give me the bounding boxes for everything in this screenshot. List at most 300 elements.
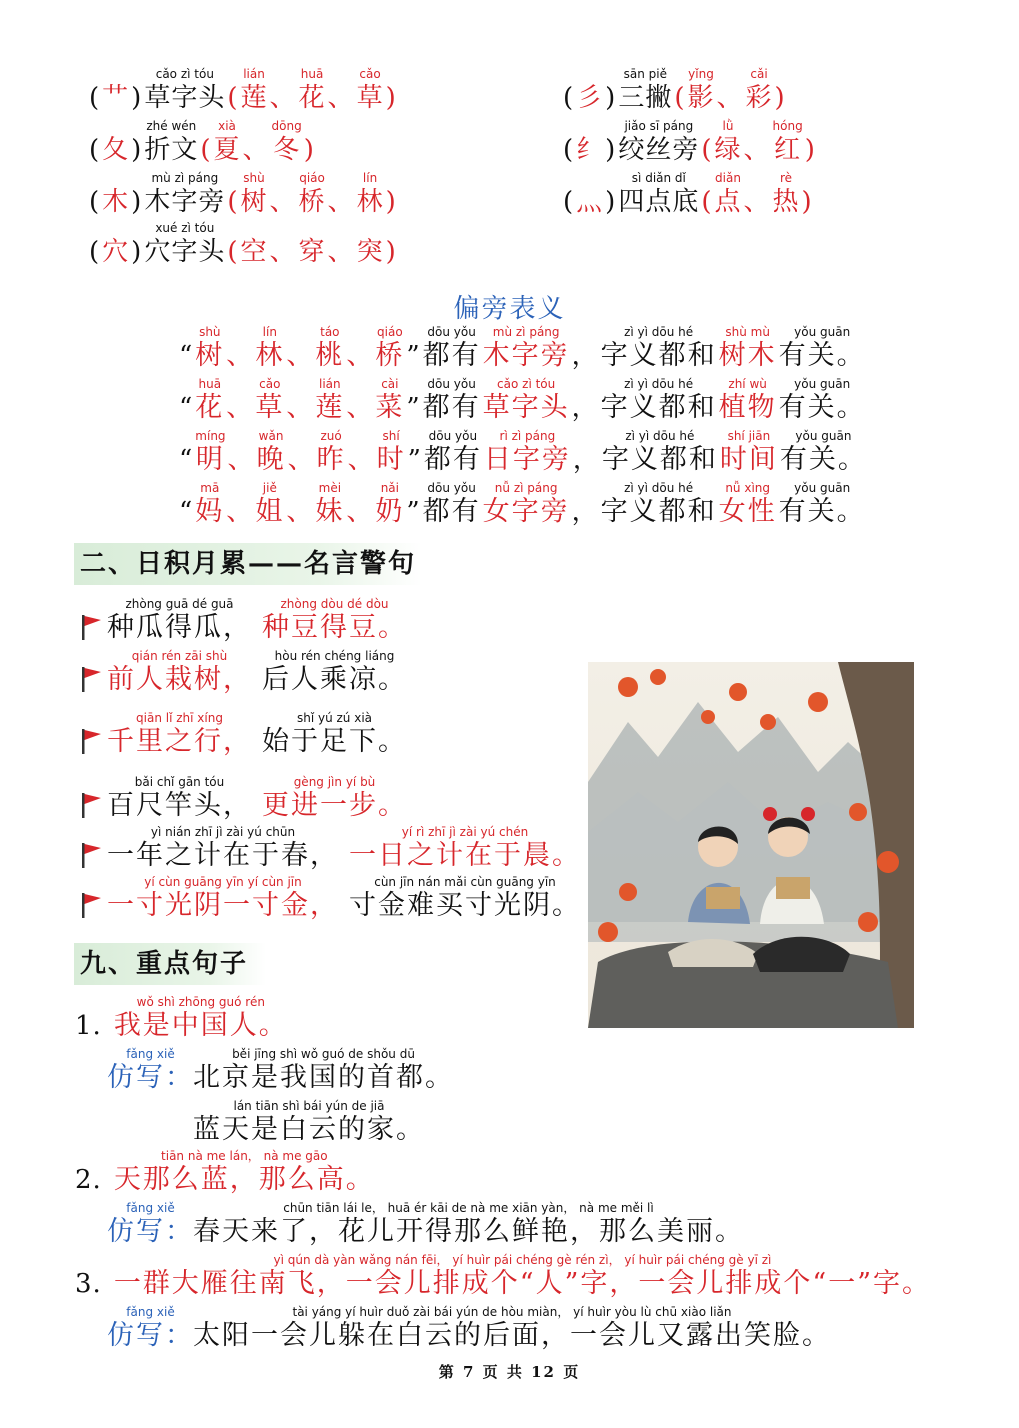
radical-name-pinyin: cǎo zì tóu [155,67,214,81]
proverb-first-half [107,824,339,872]
red-flag-icon [80,666,102,692]
meaning-radical-pinyin: nǚ zì páng [494,481,558,495]
paren-close [386,66,397,114]
imitation-label-row [106,1200,195,1248]
imitation-sentence-row [192,1304,832,1352]
example-char [715,170,742,218]
meaning-char-pinyin: mèi [318,481,342,495]
key-sentence [114,1148,375,1196]
meaning-part1-text: 都有 [422,392,481,423]
paren-open [674,66,685,114]
radical-name-text: 木字旁 [144,187,226,217]
quote-close [406,480,420,528]
separator-text: 、 [286,393,314,423]
imitation-sentence-text: 太阳一会儿躲在白云的后面，一会儿又露出笑脸。 [193,1320,831,1351]
paren-open-text: ( [701,135,713,165]
proverb-second-half-pinyin: shǐ yú zú xià [296,711,373,725]
proverb-second-half-text: 寸金难买寸光阴。 [349,890,581,921]
meaning-char-text: 桃 [315,340,345,371]
separator [226,480,253,528]
imitation-sentence-row [192,1098,426,1146]
radical-row [562,118,817,166]
separator-text: 、 [226,341,254,371]
imitation-label-row [106,1046,195,1094]
radical-row [562,170,814,218]
quote-open-text: “ [179,445,194,475]
paren-close-text: ) [385,237,397,267]
proverb-first-half-pinyin: yì nián zhī jì zài yú chūn [150,825,296,839]
meaning-radical [483,480,570,528]
quote-open [179,376,193,424]
paren-open [701,118,712,166]
key-sentence [114,1252,931,1300]
meaning-key-pinyin: shù mù [725,325,770,339]
imitation-sentence-pinyin: chūn tiān lái le， huā ér kāi de nà me xiān yàn， nà me měi lì [283,1201,654,1215]
paren-close-text: ) [605,83,617,113]
meaning-radical [483,324,570,372]
paren-close-text: ) [131,83,143,113]
separator [346,376,373,424]
example-char-text: 莲 [240,83,268,113]
paren-close-text: ) [385,83,397,113]
paren-open-text: ( [227,237,239,267]
quote-open-text: “ [179,497,194,527]
imitation-label-pinyin: fǎng xiě [126,1201,175,1215]
example-char [357,170,384,218]
meaning-key [719,376,777,424]
example-char [357,220,384,268]
meaning-part1-pinyin: dōu yǒu [427,325,476,339]
radical-row [88,170,398,218]
proverb-first-half-text: 千里之行， [107,726,252,757]
meaning-char [317,428,346,476]
radical-mark [576,170,603,218]
meaning-char-text: 姐 [255,496,285,527]
proverb-first-half-pinyin: qián rén zāi shù [131,649,228,663]
paren-close-text: ) [131,237,143,267]
paren-open-text: ( [227,83,239,113]
quote-close-text: ” [406,393,421,423]
radical-name-pinyin: mù zì páng [151,171,219,185]
paren-close [605,170,616,218]
meaning-key-text: 女性 [718,496,777,527]
radical-name [144,118,198,166]
comma-text: ， [571,497,599,527]
radical-name-pinyin: jiǎo sī páng [624,119,694,133]
separator-text: 、 [269,83,297,113]
paren-open-text: ( [563,135,575,165]
example-char [299,220,326,268]
meaning-part2-text: 字义都和 [600,340,717,371]
meaning-char-pinyin: zuó [320,429,342,443]
section9-title: 九、重点句子 [74,943,266,985]
separator-text: 、 [269,237,297,267]
imitation-sentence-text: 春天来了，花儿开得那么鲜艳，那么美丽。 [193,1216,744,1247]
paren-close [775,66,786,114]
radical-name [144,66,225,114]
meaning-char [315,376,344,424]
example-char-text: 林 [356,187,384,217]
meaning-radical-pinyin: rì zì páng [499,429,556,443]
proverb-second-half-pinyin: zhòng dòu dé dòu [280,597,389,611]
key-sentence-text: 一群大雁往南飞，一会儿排成个“人”字，一会儿排成个“一”字。 [113,1268,932,1299]
example-char-pinyin: dōng [271,119,302,133]
example-char-pinyin: lín [362,171,378,185]
separator-text: 、 [347,445,375,475]
proverb-first-half-text: 前人栽树， [107,664,252,695]
meaning-end-text: 有关。 [778,496,866,527]
red-flag-icon [80,892,102,918]
comma [572,376,599,424]
separator-text: 、 [327,237,355,267]
separator-text: 、 [226,393,254,423]
radical-name [144,170,225,218]
imitation-label-pinyin: fǎng xiě [126,1047,175,1061]
meaning-part2-text: 字义都和 [600,392,717,423]
meaning-end [779,376,866,424]
proverb-first-half [107,874,339,922]
separator-text: 、 [346,393,374,423]
key-sentence-pinyin: wǒ shì zhōng guó rén [136,995,265,1009]
radical-name-text: 草字头 [144,83,226,113]
quote-close-text: ” [407,445,422,475]
meaning-char [315,324,344,372]
meaning-key [720,428,778,476]
meaning-end-pinyin: yǒu guān [794,377,851,391]
imitation-sentence-text: 蓝天是白云的家。 [193,1114,425,1145]
proverb-first-half [107,774,252,822]
sentence-number [75,1148,102,1196]
quote-close [408,428,422,476]
paren-open-text: ( [89,237,101,267]
meaning-key-pinyin: shí jiān [727,429,771,443]
paren-open [563,118,574,166]
paren-close [605,118,616,166]
paren-close [131,118,142,166]
comma [572,480,599,528]
imitation-label-row [106,1304,195,1352]
meaning-part1 [423,324,481,372]
meaning-char [255,324,284,372]
meaning-char-text: 林 [255,340,285,371]
paren-open [227,170,238,218]
paren-open [89,66,100,114]
meaning-row [178,428,868,476]
proverb-second-half [262,596,407,644]
meaning-char-pinyin: táo [320,325,340,339]
paren-open [563,66,574,114]
example-char [241,220,268,268]
proverb-first-half-pinyin: zhòng guā dé guā [125,597,234,611]
paren-close [304,118,315,166]
proverb-row [106,874,582,922]
example-char-text: 彩 [745,83,773,113]
paren-close-text: ) [801,187,813,217]
radical-mark [102,220,129,268]
paren-open-text: ( [674,83,686,113]
separator [744,118,771,166]
separator [286,324,313,372]
radical-mark [576,118,603,166]
proverb-second-half-pinyin: hòu rén chéng liáng [274,649,395,663]
radical-name-text: 穴字头 [144,237,226,267]
example-char-pinyin: lián [243,67,265,81]
example-char [688,66,715,114]
imitation-sentence-row [192,1046,455,1094]
separator [346,480,373,528]
separator-text: 、 [346,341,374,371]
meaning-part1-text: 都有 [422,496,481,527]
paren-close-text: ) [605,187,617,217]
quote-open-text: “ [179,393,194,423]
imitation-sentence-row [192,1200,745,1248]
proverb-second-half [262,774,407,822]
sentence-row [74,994,289,1042]
meaning-key-text: 时间 [719,444,778,475]
proverb-second-half-pinyin: cùn jīn nán mǎi cùn guāng yīn [374,875,556,889]
meaning-row [178,324,867,372]
meaning-end [780,428,867,476]
meaning-radical-text: 草字头 [482,392,570,423]
imitation-sentence [193,1098,425,1146]
proverb-first-half [107,648,252,696]
example-char-text: 点 [714,187,742,217]
example-char-pinyin: qiáo [299,171,325,185]
example-char [773,118,803,166]
separator [286,480,313,528]
separator [288,428,315,476]
example-char [773,170,800,218]
radical-mark-text: 灬 [576,187,604,217]
meaning-char [375,376,404,424]
imitation-sentence-pinyin: lán tiān shì bái yún de jiā [233,1099,385,1113]
separator [270,66,297,114]
separator-text: 、 [743,187,771,217]
paren-open [89,220,100,268]
meaning-part2-pinyin: zì yì dōu hé [624,481,694,495]
meaning-end-text: 有关。 [778,340,866,371]
meaning-part2 [601,324,717,372]
red-flag-icon [80,728,102,754]
comma [573,428,600,476]
meaning-row [178,376,867,424]
radical-name-text: 四点底 [618,187,700,217]
meaning-char-pinyin: qiáo [377,325,403,339]
example-char [299,66,326,114]
meaning-char [255,376,284,424]
meaning-radical-text: 女字旁 [482,496,570,527]
meaning-end-text: 有关。 [779,444,867,475]
proverb-row [106,648,408,696]
meaning-radical-text: 日字旁 [483,444,571,475]
separator-text: 、 [716,83,744,113]
proverb-first-half-text: 种瓜得瓜， [107,612,252,643]
example-char-pinyin: diǎn [715,171,741,185]
sentence-number-text: 1. [75,1011,102,1041]
separator [286,376,313,424]
radical-row [88,66,398,114]
quote-close-text: ” [406,497,421,527]
paren-close [605,66,616,114]
meaning-key [719,480,777,528]
proverb-second-half-text: 后人乘凉。 [262,664,407,695]
proverb-second-half-pinyin: yí rì zhī jì zài yú chén [401,825,529,839]
meaning-end-pinyin: yǒu guān [794,325,851,339]
meaning-part1-text: 都有 [423,444,482,475]
example-char-pinyin: yǐng [688,67,714,81]
paren-close-text: ) [131,187,143,217]
meaning-char-pinyin: míng [195,429,226,443]
proverb-second-half [349,874,581,922]
meaning-char [257,428,286,476]
meaning-part2-text: 字义都和 [600,496,717,527]
example-char-pinyin: huā [300,67,324,81]
paren-open [563,170,574,218]
meaning-char-pinyin: cǎo [259,377,281,391]
radical-row [88,118,316,166]
key-sentence-pinyin: yì qún dà yàn wǎng nán fēi， yí huìr pái chéng gè rén zì， yí huìr pái chéng gè yī zì [273,1253,772,1267]
proverb-first-half-pinyin: yí cùn guāng yīn yí cùn jīn [144,875,302,889]
radical-name-text: 折文 [144,135,199,165]
section2-title: 二、日积月累——名言警句 [74,543,422,585]
proverb-second-half-text: 种豆得豆。 [262,612,407,643]
example-char-text: 穿 [298,237,326,267]
paren-open-text: ( [701,187,713,217]
meaning-char-text: 花 [195,392,225,423]
radical-row [88,220,398,268]
separator-text: 、 [346,497,374,527]
proverb-first-half-text: 一年之计在于春， [107,840,339,871]
separator [226,324,253,372]
meaning-char [375,480,404,528]
quote-close [406,324,420,372]
sentence-number [75,1252,102,1300]
meaning-char-text: 妹 [315,496,345,527]
proverb-row [106,824,582,872]
example-char-text: 热 [772,187,800,217]
separator [243,118,270,166]
proverb-second-half [262,648,407,696]
meaning-char-pinyin: lín [262,325,277,339]
paren-close [802,170,813,218]
example-char [272,118,302,166]
paren-open [89,118,100,166]
meaning-char-text: 明 [195,444,225,475]
meaning-char-pinyin: cài [381,377,399,391]
meaning-part2-text: 字义都和 [601,444,718,475]
example-char [357,66,384,114]
example-char-text: 空 [240,237,268,267]
proverb-first-half-text: 百尺竿头， [107,790,252,821]
paren-close-text: ) [131,135,143,165]
example-char-text: 桥 [298,187,326,217]
imitation-sentence [193,1200,744,1248]
meaning-char-pinyin: mā [200,481,220,495]
example-char-pinyin: lǜ [722,119,734,133]
paren-open [701,170,712,218]
separator-text: 、 [226,497,254,527]
separator-text: 、 [287,445,315,475]
meaning-char-pinyin: nǎi [380,481,399,495]
meaning-end-text: 有关。 [778,392,866,423]
example-char-text: 冬 [273,135,301,165]
separator [348,428,375,476]
example-char [241,170,268,218]
red-flag-icon [80,614,102,640]
separator [346,324,373,372]
separator [717,66,744,114]
example-char [746,66,773,114]
radical-name-pinyin: sān piě [623,67,668,81]
meaning-end [779,324,866,372]
radical-mark [102,118,129,166]
children-reading-illustration [588,662,914,1028]
separator [226,376,253,424]
key-sentence-text: 天那么蓝，那么高。 [113,1164,375,1195]
proverb-second-half-pinyin: gèng jìn yí bù [293,775,376,789]
example-char-text: 草 [356,83,384,113]
paren-close-text: ) [385,187,397,217]
meaning-part2 [602,428,718,476]
quote-close-text: ” [406,341,421,371]
meaning-char-text: 奶 [375,496,405,527]
example-char-pinyin: rè [780,171,793,185]
radical-name-pinyin: xué zì tóu [155,221,215,235]
paren-open [89,170,100,218]
paren-close [386,170,397,218]
radical-row [562,66,787,114]
example-char-text: 突 [356,237,384,267]
paren-close [131,66,142,114]
proverb-second-half-text: 一日之计在于晨。 [349,840,581,871]
quote-open-text: “ [179,341,194,371]
meaning-char-text: 昨 [316,444,346,475]
paren-close [131,220,142,268]
example-char-text: 花 [298,83,326,113]
meaning-char-pinyin: huā [198,377,222,391]
proverb-second-half-text: 更进一步。 [262,790,407,821]
radical-name-text: 三撇 [618,83,673,113]
separator-text: 、 [327,187,355,217]
quote-open [179,324,193,372]
imitation-label [107,1304,194,1352]
example-char-text: 影 [687,83,715,113]
paren-open-text: ( [89,135,101,165]
meaning-char-text: 桥 [375,340,405,371]
meaning-key-text: 植物 [718,392,777,423]
proverb-first-half [107,710,252,758]
comma-text: ， [572,445,600,475]
meaning-end-pinyin: yǒu guān [794,481,851,495]
proverb-row [106,710,408,758]
proverb-row [106,774,408,822]
meaning-part2 [601,480,717,528]
example-char-pinyin: cǎi [750,67,768,81]
sentence-number-text: 2. [75,1165,102,1195]
paren-open [227,66,238,114]
meaning-part2-pinyin: zì yì dōu hé [625,429,695,443]
separator [228,428,255,476]
meaning-part1-text: 都有 [422,340,481,371]
meaning-char [375,324,404,372]
paren-close [386,220,397,268]
meaning-char-text: 妈 [195,496,225,527]
imitation-label [107,1200,194,1248]
proverb-first-half-text: 一寸光阴一寸金， [107,890,339,921]
meaning-radical-text: 木字旁 [482,340,570,371]
example-char-pinyin: hóng [772,119,803,133]
separator [328,220,355,268]
